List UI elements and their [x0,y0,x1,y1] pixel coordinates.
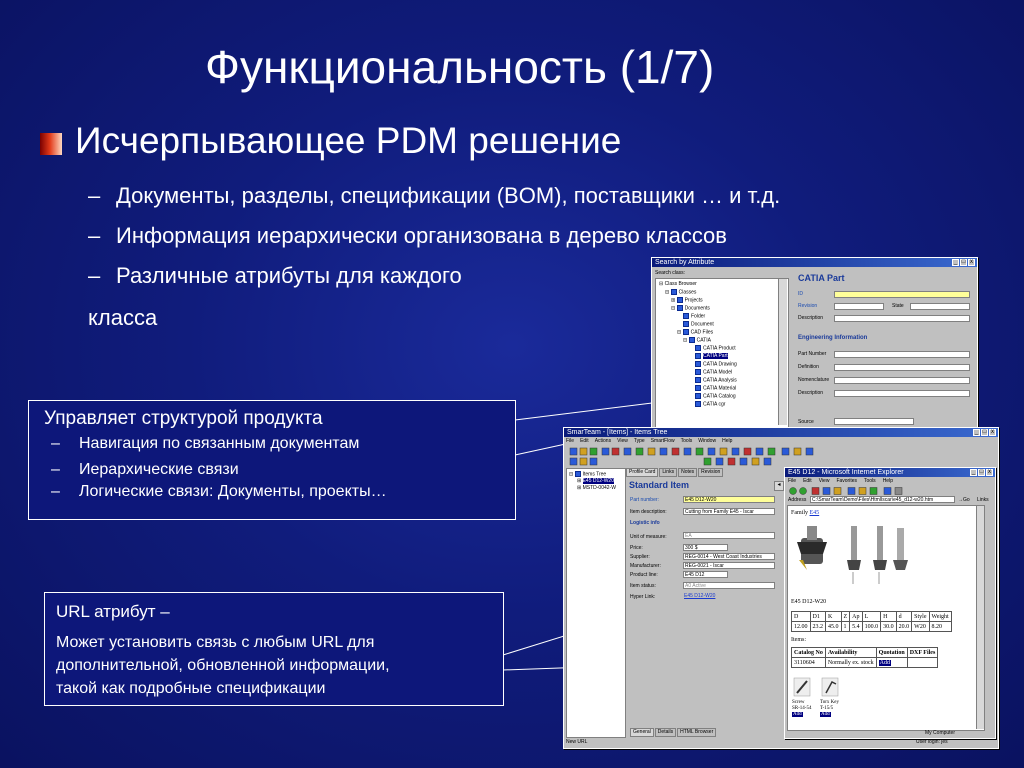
menu-actions[interactable]: Actions [594,438,612,444]
address-label: Address [788,497,807,503]
spec-header: D1 [810,612,826,622]
menu-edit[interactable]: Edit [580,438,589,444]
spec-header: L [862,612,881,622]
id-field[interactable] [834,291,970,298]
menu-tools[interactable]: Tools [864,478,876,484]
field-label: Manufacturer: [630,563,661,569]
tree-node-selected[interactable]: ⊞ E45 D12-W20 [577,478,614,484]
menu-help[interactable]: Help [882,478,893,484]
definition-field[interactable] [834,364,970,371]
field-label: Item status: [630,583,656,589]
close-icon[interactable]: x [991,429,994,435]
spec-header: Z [841,612,850,622]
spec-header: K [826,612,842,622]
callout-title: URL атрибут – [56,602,170,621]
tab-profile-card[interactable]: Profile Card [626,468,658,477]
menu-edit[interactable]: Edit [803,478,812,484]
field-label: Description [798,315,824,321]
tree-node[interactable]: ⊟ Items Tree [569,471,607,478]
tool-images [793,520,913,590]
slide-heading: Исчерпывающее PDM решение [75,120,622,161]
top-view-image [893,528,908,570]
tree-node[interactable]: CATIA Drawing [695,361,737,367]
tree-scrollbar[interactable] [778,279,787,425]
menu-bar [566,438,732,445]
bullet-item: – Документы, разделы, спецификации (BOM), поставщики … и т.д. [88,183,781,208]
add-to-quotation-button[interactable]: Add [876,658,907,668]
items-header: Quotation [876,648,907,658]
minimize-icon[interactable]: _ [974,429,979,435]
product-line-field[interactable]: E45 D12 [683,571,728,578]
unit-of-measure-dropdown[interactable]: EA [683,532,775,539]
address-bar[interactable]: C:\SmarTeam\Demo\Files\HtmlIscar\e45_d12-w20.htm [810,496,955,503]
spec-value: 12.00 [792,622,811,632]
section-title: Engineering Information [798,335,868,341]
bottom-tab-strip [630,728,716,737]
field-label: Source [798,419,814,425]
tree-node-selected[interactable]: CATIA Part [695,353,728,359]
toolbar [566,446,996,468]
part-name: E45 D12-W20 [791,599,827,605]
tree-node[interactable]: CATIA Analysis [695,377,737,383]
card-title: Standard Item [629,480,690,490]
spec-value: 1 [841,622,850,632]
slide-title: Функциональность (1/7) [205,41,715,93]
minimize-icon[interactable]: _ [953,259,958,265]
items-header: DXF Files [907,648,938,658]
field-label: Hyper Link: [630,594,656,600]
family-link[interactable]: E45 [809,510,820,516]
tree-node[interactable]: ⊟ CAD Files [677,329,714,336]
spec-header: D [792,612,811,622]
tree-node[interactable]: ⊟ Documents [671,305,710,312]
bullet-item: – Различные атрибуты для каждого [88,263,462,288]
menu-favorites[interactable]: Favorites [836,478,857,484]
tree-node[interactable]: CATIA Model [695,369,732,375]
supplier-field[interactable]: REG-0014 - West Coast Industries [683,553,775,560]
tab-strip [626,468,723,477]
search-by-attribute-window [651,257,978,429]
spec-value: W20 [912,622,929,632]
field-label: Part Number [798,351,827,357]
field-label: Definition [798,364,819,370]
spec-value: 20.0 [896,622,912,632]
revision-field[interactable] [834,303,884,310]
bullet-item-continuation: класса [88,305,158,330]
menu-help[interactable]: Help [722,438,733,444]
field-label: Item description: [630,509,667,515]
browser-content [787,505,985,731]
state-dropdown[interactable] [910,303,970,310]
tab-links[interactable]: Links [659,468,677,477]
screw-info: Screw SR-14-54 Add [792,700,812,717]
milling-cutter-image [797,526,827,570]
callout-line: Может установить связь с любым URL для [56,634,375,651]
tree-node[interactable]: ⊞ Projects [671,297,703,304]
browser-toolbar-icons[interactable] [788,486,968,496]
maximize-icon[interactable]: □ [979,469,984,475]
end-view-image [873,526,887,584]
tree-node[interactable]: ⊟ Class Browser [659,281,697,287]
callout-product-structure [28,400,516,520]
callout-line: такой как подробные спецификации [56,680,326,697]
tree-node[interactable]: ⊟ Classes [665,289,697,296]
minimize-icon[interactable]: _ [971,469,976,475]
tab-revision[interactable]: Revision [698,468,723,477]
items-tree-panel[interactable] [566,468,626,738]
callout-line: дополнительной, обновленной информации, [56,657,390,674]
form-title: CATIA Part [798,273,845,283]
spec-header: Weight [929,612,951,622]
field-label: ID [798,291,803,297]
tab-notes[interactable]: Notes [678,468,697,477]
field-label: Nomenclature [798,377,830,383]
description-field[interactable] [834,315,970,322]
spec-header: d [896,612,912,622]
price-field[interactable]: 300 $ [683,544,728,551]
callout-item: – Логические связи: Документы, проекты… [51,483,387,500]
menu-window[interactable]: Window [698,438,717,444]
window-titlebar: Search by Attribute _ □ x [652,258,977,267]
items-label: Items: [791,637,806,643]
part-number-field[interactable]: E45 D12-W20 [683,496,775,503]
spec-value: 5.4 [850,622,863,632]
items-value: Normally ex. stock [825,658,876,668]
attribute-form [794,271,974,425]
menu-file[interactable]: File [566,438,575,444]
add-key-button[interactable]: Add [821,712,830,717]
menu-tools[interactable]: Tools [680,438,693,444]
menu-type[interactable]: Type [633,438,645,444]
spec-value: 8.20 [929,622,951,632]
internet-explorer-window [784,467,996,739]
hyperlink[interactable]: E45 D12-W20 [684,593,716,599]
item-description-field[interactable]: Cutting from Family E45 - Iscar [683,508,775,515]
tab-html-browser[interactable]: HTML Browser [677,728,716,737]
field-label: Supplier: [630,554,650,560]
callout-item: – Иерархические связи [51,461,239,478]
status-bar-left: New URL [566,739,588,745]
spec-value: 30.0 [881,622,897,632]
spec-value: 45.0 [826,622,842,632]
menu-smartflow[interactable]: SmartFlow [650,438,675,444]
tab-general[interactable]: General [630,728,654,737]
status-bar-right: User login: jes [916,739,948,745]
spec-header: Ap [850,612,863,622]
item-status-dropdown[interactable]: A0 Active [683,582,775,589]
eng-description-field[interactable] [834,390,970,397]
source-field[interactable] [834,418,914,425]
go-button[interactable]: →Go [958,497,970,503]
browser-scrollbar[interactable] [976,506,984,729]
callout-url-attribute [44,592,504,706]
spec-table [791,611,952,632]
bullet-item: – Информация иерархически организована в дерево классов [88,223,727,248]
search-class-label: Search class: [655,270,686,276]
tree-node[interactable]: ⊞ MSTD-0042-W [577,485,616,491]
browser-status: My Computer [925,730,956,736]
menu-file[interactable]: File [788,478,797,484]
field-label: Product line: [630,572,658,578]
field-label: Unit of measure: [630,534,667,540]
browser-menu-bar [788,478,893,485]
close-icon[interactable]: x [970,259,973,265]
tree-node[interactable]: Folder [683,313,705,319]
tree-node[interactable]: ⊟ CATIA [683,337,711,344]
nomenclature-field[interactable] [834,377,970,384]
spec-header: Style [912,612,929,622]
pin-icon[interactable]: ◂ [774,481,784,491]
tab-details[interactable]: Details [655,728,676,737]
field-label: Price: [630,545,643,551]
accessory-images [792,676,852,698]
items-value [907,658,938,668]
close-icon[interactable]: x [988,469,991,475]
toolbar-icons[interactable] [566,446,996,468]
links-button[interactable]: Links [977,497,989,503]
items-value: 3110604 [792,658,826,668]
class-tree[interactable] [655,278,789,428]
tree-node[interactable]: CATIA cgr [695,401,725,407]
side-view-image [847,526,861,584]
maximize-icon[interactable]: □ [982,429,987,435]
field-label: Description [798,390,824,396]
part-number-field[interactable] [834,351,970,358]
callout-title: Управляет структурой продукта [44,408,323,429]
tree-node[interactable]: CATIA Material [695,385,736,391]
window-titlebar: E45 D12 - Microsoft Internet Explorer _ □ x [785,468,995,477]
menu-view[interactable]: View [818,478,830,484]
spec-value: 23.2 [810,622,826,632]
tree-node[interactable]: Document [683,321,714,327]
family-line: Family E45 [791,510,820,516]
menu-view[interactable]: View [617,438,628,444]
add-screw-button[interactable]: Add [793,712,802,717]
window-titlebar: SmarTeam - [Items] - Items Tree _ □ x [564,428,998,437]
items-header: Availability [825,648,876,658]
items-header: Catalog No [792,648,826,658]
field-label: Part number: [630,497,659,503]
manufacturer-field[interactable]: REG-0021 - Iscar [683,562,775,569]
items-table [791,647,938,668]
maximize-icon[interactable]: □ [961,259,966,265]
section-title: Logistic info [630,520,660,526]
key-info: Torx Key T-15/5 Add [820,700,839,717]
tree-node[interactable]: CATIA Product [695,345,736,351]
spec-header: H [881,612,897,622]
spec-value: 100.0 [862,622,881,632]
callout-item: – Навигация по связанным документам [51,435,360,452]
field-label: State [892,303,904,309]
field-label: Revision [798,303,818,309]
tree-node[interactable]: CATIA Catalog [695,393,736,399]
